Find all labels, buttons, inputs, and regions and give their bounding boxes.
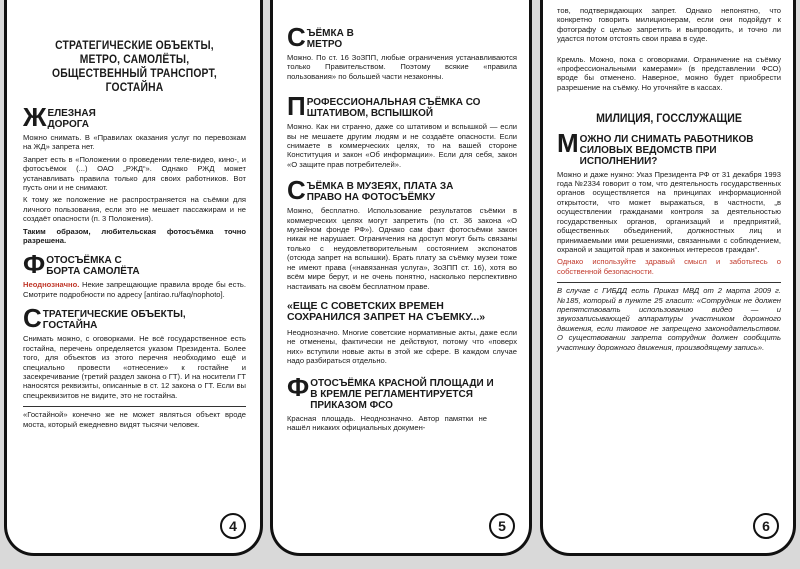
section-metro-heading xyxy=(287,22,517,52)
section-railway-heading xyxy=(23,102,246,132)
section-title: ТРАТЕГИЧЕСКИЕ ОБЪЕКТЫ, ГОСТАЙНА xyxy=(42,309,186,332)
divider xyxy=(23,406,246,407)
paragraph: Можно, бесплатно. Использование результатов съёмки в коммерческих целях могут запретить (по ст. 36 закона «О музейном фонде РФ»). Однако сам факт фотосъёмки закон никак не нарушает. Ограничения на доступ могут быть связаны только с неудовлетворительным состоянием экспонатов (отсюда запрет на вспышки). Брать плату за съёмку музеи тоже не имеют права («навязанная услуга», ЗоЗПП ст. 16), хотя во всём мире берут, и не очень понятно, насколько перспективно настаивать на своём бесплатном праве. xyxy=(287,206,517,291)
page-5-panel xyxy=(270,0,532,556)
paragraph: «Гостайной» конечно же не может являться объект вроде моста, который ежедневно видят тысячи человек. xyxy=(23,410,246,429)
section-security-heading xyxy=(557,127,781,167)
section-soviet-heading: «ЕЩЕ С СОВЕТСКИХ ВРЕМЕН СОХРАНИЛСЯ ЗАПРЕТ НА СЪЕМКУ...» xyxy=(287,299,486,323)
section-plane-heading xyxy=(23,249,246,280)
section-museum-heading xyxy=(287,175,517,206)
page-number: 6 xyxy=(753,513,779,539)
section-strategic-heading xyxy=(23,303,246,334)
paragraph: Можно. Как ни странно, даже со штативом и вспышкой — если вы не мешаете другим людям и не создаёте опасности. Если снимаете в коммерческих целях, то на вашей стороне Конституция и закон «Об информации». Если для себя, закон «О защите прав потребителей». xyxy=(287,122,517,169)
section-title: ЕЛЕЗНАЯ ДОРОГА xyxy=(47,108,96,130)
page-number: 5 xyxy=(489,513,515,539)
drop-cap: С xyxy=(287,175,306,206)
section-title: ОЖНО ЛИ СНИМАТЬ РАБОТНИКОВ СИЛОВЫХ ВЕДОМСТВ ПРИ ИСПОЛНЕНИИ? xyxy=(579,133,754,167)
drop-cap: Ж xyxy=(23,102,47,132)
paragraph: Можно снимать. В «Правилах оказания услуг по перевозкам на ЖД» запрета нет. xyxy=(23,133,246,152)
drop-cap: С xyxy=(23,303,42,334)
paragraph: К тому же положение не распространяется на съёмки для личного пользования, если это не мешает пассажирам и не создаёт опасности (п. 3 Положения). xyxy=(23,195,246,224)
paragraph xyxy=(23,280,246,299)
section-red-square-heading xyxy=(287,371,517,411)
divider xyxy=(557,282,781,283)
drop-cap: П xyxy=(287,91,306,122)
paragraph: В случае с ГИБДД есть Приказ МВД от 2 марта 2009 г. №185, который в пункте 25 гласит: «Сотрудник не должен препятствовать использованию видео — и звукозаписывающей аппаратуры участником дорожного движения, если таковое не запрещено законодательством. О существовании запрета сотрудник должен сообщить участнику дорожного движения, производящему запись». xyxy=(557,286,781,352)
page-6-panel xyxy=(540,0,796,556)
section-pro-heading xyxy=(287,91,517,122)
verdict-label: Неоднозначно. xyxy=(23,280,80,290)
warning-text: Однако используйте здравый смысл и заботьтесь о собственной безопасности. xyxy=(557,257,781,276)
page-number: 4 xyxy=(220,513,246,539)
paragraph: Кремль. Можно, пока с оговорками. Ограничение на съёмку «профессиональными камерами» (в представлении ФСО) вроде бы отменено. Наверное, можно будет приобрести разрешение на съёмку. Но уточняйте в кассах. xyxy=(557,54,781,92)
page-4-title: СТРАТЕГИЧЕСКИЕ ОБЪЕКТЫ, МЕТРО, САМОЛЁТЫ, ОБЩЕСТВЕННЫЙ ТРАНСПОРТ, ГОСТАЙНА xyxy=(52,38,217,94)
page-4-panel xyxy=(4,0,263,556)
paragraph: Можно и даже нужно: Указ Президента РФ от 31 декабря 1993 года №2334 говорит о том, что деятельность государственных органов осуществляется на принципах информационной открытости, что может выражаться, в частности, „в осуществлении гражданами контроля за деятельностью государственных органов, организаций и предприятий, общественных объединений, должностных лиц и принимаемыми ими решениями, связанными с соблюдением, охраной и защитой прав и законных интересов граждан“. xyxy=(557,169,781,254)
paragraph: Неоднозначно. Многие советские нормативные акты, даже если не отменены, фактически не действуют, потому что «поверх них» вступили новые акты в этой же сфере. В каждом случае надо разбираться отдельно. xyxy=(287,327,517,366)
paragraph: Запрет есть в «Положении о проведении теле-видео, кино-, и фотосъёмок (...) ОАО „РЖД“». Однако РЖД может устанавливать правила только для своих работников. Вот пусть они и не снимают. xyxy=(23,154,246,193)
drop-cap: М xyxy=(557,127,579,158)
section-title: ОТОСЪЁМКА КРАСНОЙ ПЛОЩАДИ И В КРЕМЛЕ РЕГЛАМЕНТИРУЕТСЯ ПРИКАЗОМ ФСО xyxy=(310,377,494,411)
paragraph: Красная площадь. Неоднозначно. Автор памятки не нашёл никаких официальных докумен- xyxy=(287,413,487,432)
paragraph-emphasis: Таким образом, любительская фотосъёмка точно разрешена. xyxy=(23,226,246,246)
section-title: ЪЁМКА В МЕТРО xyxy=(306,28,354,50)
drop-cap: Ф xyxy=(23,249,46,280)
drop-cap: Ф xyxy=(287,371,310,402)
drop-cap: С xyxy=(287,22,306,52)
section-title: РОФЕССИОНАЛЬНАЯ СЪЁМКА СО ШТАТИВОМ, ВСПЫШКОЙ xyxy=(306,97,481,120)
paragraph: Можно. По ст. 16 ЗоЗПП, любые ограничения устанавливаются только Правительством. Поэтому всякие «правила пользования» по большей части незаконны. xyxy=(287,53,517,81)
section-title: ЪЁМКА В МУЗЕЯХ, ПЛАТА ЗА ПРАВО НА ФОТОСЪЁМКУ xyxy=(306,181,454,204)
paragraph-text: Некие запрещающие правила вроде бы есть. Смотрите подробности по адресу [antirao.ru/faq/nophoto]. xyxy=(23,280,246,299)
paragraph: Снимать можно, с оговорками. Не всё государственное есть гостайна, перечень определяется указом Президента. Более того, для объектов из этого перечня необходимо ещё и специально провести «отнесение» к гостайне и засекречивание (третий раздел закона о ГТ). И на носители ГТ наносятся реквизиты, описанные в ст. 12 закона о ГТ. Если вы спецреквизитов не видите, это не гостайна. xyxy=(23,334,246,400)
section-police-heading: МИЛИЦИЯ, ГОССЛУЖАЩИЕ xyxy=(596,111,742,126)
paragraph: тов, подтверждающих запрет. Однако непонятно, что конкретно говорить милиционерам, если они подойдут к фотографу с целью запретить и выпроводить, и точно ли удастся потом отстоять свои права в суде. xyxy=(557,6,781,44)
section-title: ОТОСЪЁМКА С БОРТА САМОЛЁТА xyxy=(46,255,140,278)
